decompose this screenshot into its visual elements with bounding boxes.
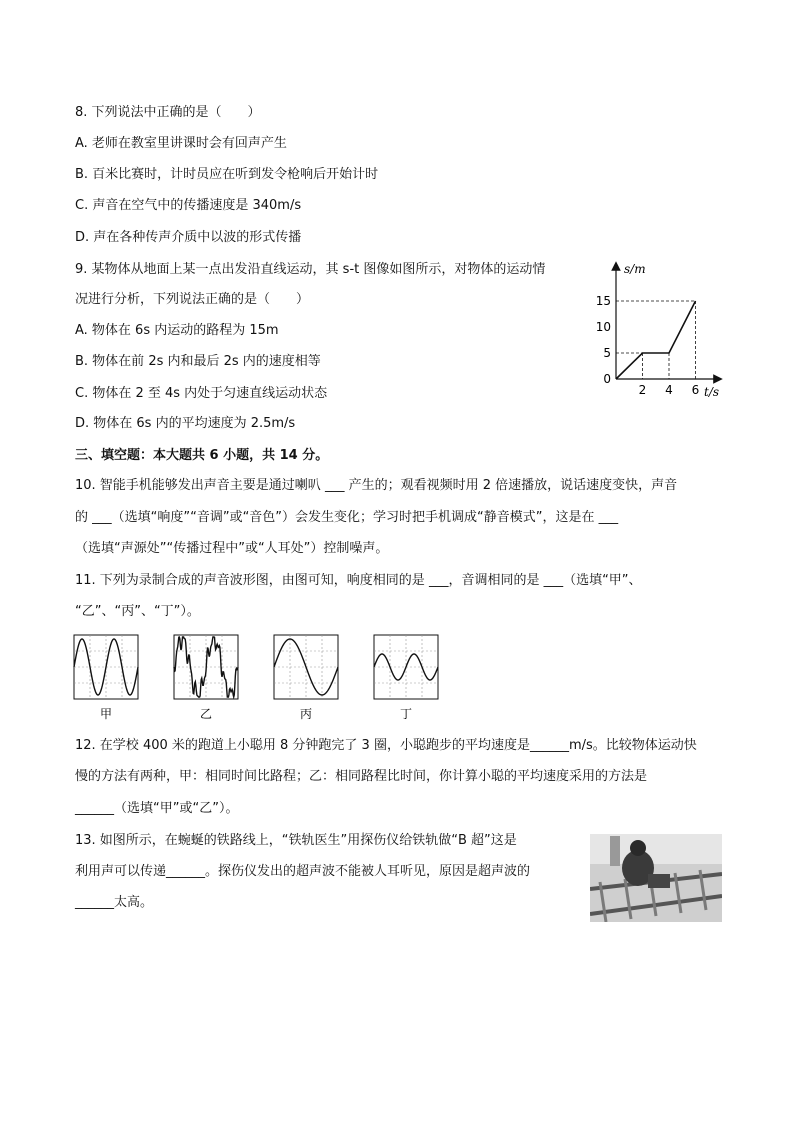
x-axis-label: t/s	[704, 385, 720, 399]
y-axis-label: s/m	[624, 262, 646, 276]
wave-box-ding	[374, 635, 438, 699]
wave-label-jia: 甲	[99, 707, 113, 721]
q9-option-d: D. 物体在 6s 内的平均速度为 2.5m/s	[75, 416, 296, 431]
q11-line2: “乙”、“丙”、“丁”）。	[75, 604, 200, 619]
x-tick-label: 6	[691, 383, 700, 397]
q13-line1: 13. 如图所示，在蜿蜒的铁路线上，“铁轨医生”用探伤仪给铁轨做“B 超”这是	[75, 833, 517, 848]
q8-stem: 8. 下列说法中正确的是（ ）	[75, 105, 261, 120]
series-line	[616, 301, 696, 379]
wave-box-jia	[74, 635, 138, 699]
q12-line1: 12. 在学校 400 米的跑道上小聪用 8 分钟跑完了 3 圈，小聪跑步的平均速度是______m/s。比较物体运动快	[75, 738, 697, 753]
wave-label-ding: 丁	[399, 707, 413, 721]
q8-option-b: B. 百米比赛时，计时员应在听到发令枪响后开始计时	[75, 167, 379, 182]
q9-option-a: A. 物体在 6s 内运动的路程为 15m	[75, 323, 279, 338]
wave-box-yi	[174, 635, 238, 699]
q10-line1: 10. 智能手机能够发出声音主要是通过喇叭 ___ 产生的；观看视频时用 2 倍速播放，说话速度变快，声音	[75, 478, 678, 493]
x-tick-label: 4	[665, 383, 673, 397]
q9-option-b: B. 物体在前 2s 内和最后 2s 内的速度相等	[75, 354, 321, 369]
q8-option-c: C. 声音在空气中的传播速度是 340m/s	[75, 198, 302, 213]
x-tick-label: 2	[638, 383, 647, 397]
q9-stem-line2: 况进行分析，下列说法正确的是（ ）	[75, 292, 310, 307]
y-tick-label: 15	[595, 294, 611, 308]
q10-line2: 的 ___（选填“响度”“音调”或“音色”）会发生变化；学习时把手机调成“静音模式”，这是在 ___	[75, 510, 619, 525]
q12-line2: 慢的方法有两种，甲：相同时间比路程；乙：相同路程比时间，你计算小聪的平均速度采用的方法是	[75, 769, 648, 784]
q13-line3: ______太高。	[75, 895, 154, 910]
q9-stem-line1: 9. 某物体从地面上某一点出发沿直线运动，其 s-t 图像如图所示，对物体的运动情	[75, 262, 546, 277]
rail-inspection-photo	[590, 834, 722, 922]
wave-box-bing	[274, 635, 338, 699]
section-3-heading: 三、填空题：本大题共 6 小题，共 14 分。	[75, 448, 329, 463]
q13-line2: 利用声可以传递______。探伤仪发出的超声波不能被人耳听见，原因是超声波的	[75, 864, 531, 879]
y-tick-label: 5	[603, 346, 611, 360]
q10-line3: （选填“声源处”“传播过程中”或“人耳处”）控制噪声。	[75, 541, 389, 556]
s-t-graph	[588, 258, 728, 408]
y-tick-label: 0	[603, 372, 611, 386]
q12-line3: ______（选填“甲”或“乙”）。	[75, 801, 239, 816]
q8-option-a: A. 老师在教室里讲课时会有回声产生	[75, 136, 287, 151]
wave-label-yi: 乙	[199, 707, 213, 721]
waveform-figures	[70, 633, 470, 723]
q11-line1: 11. 下列为录制合成的声音波形图，由图可知，响度相同的是 ___，音调相同的是 ___（选填“甲”、	[75, 573, 642, 588]
y-tick-label: 10	[595, 320, 611, 334]
q9-option-c: C. 物体在 2 至 4s 内处于匀速直线运动状态	[75, 386, 328, 401]
q8-option-d: D. 声在各种传声介质中以波的形式传播	[75, 230, 302, 245]
wave-label-bing: 丙	[299, 707, 313, 721]
